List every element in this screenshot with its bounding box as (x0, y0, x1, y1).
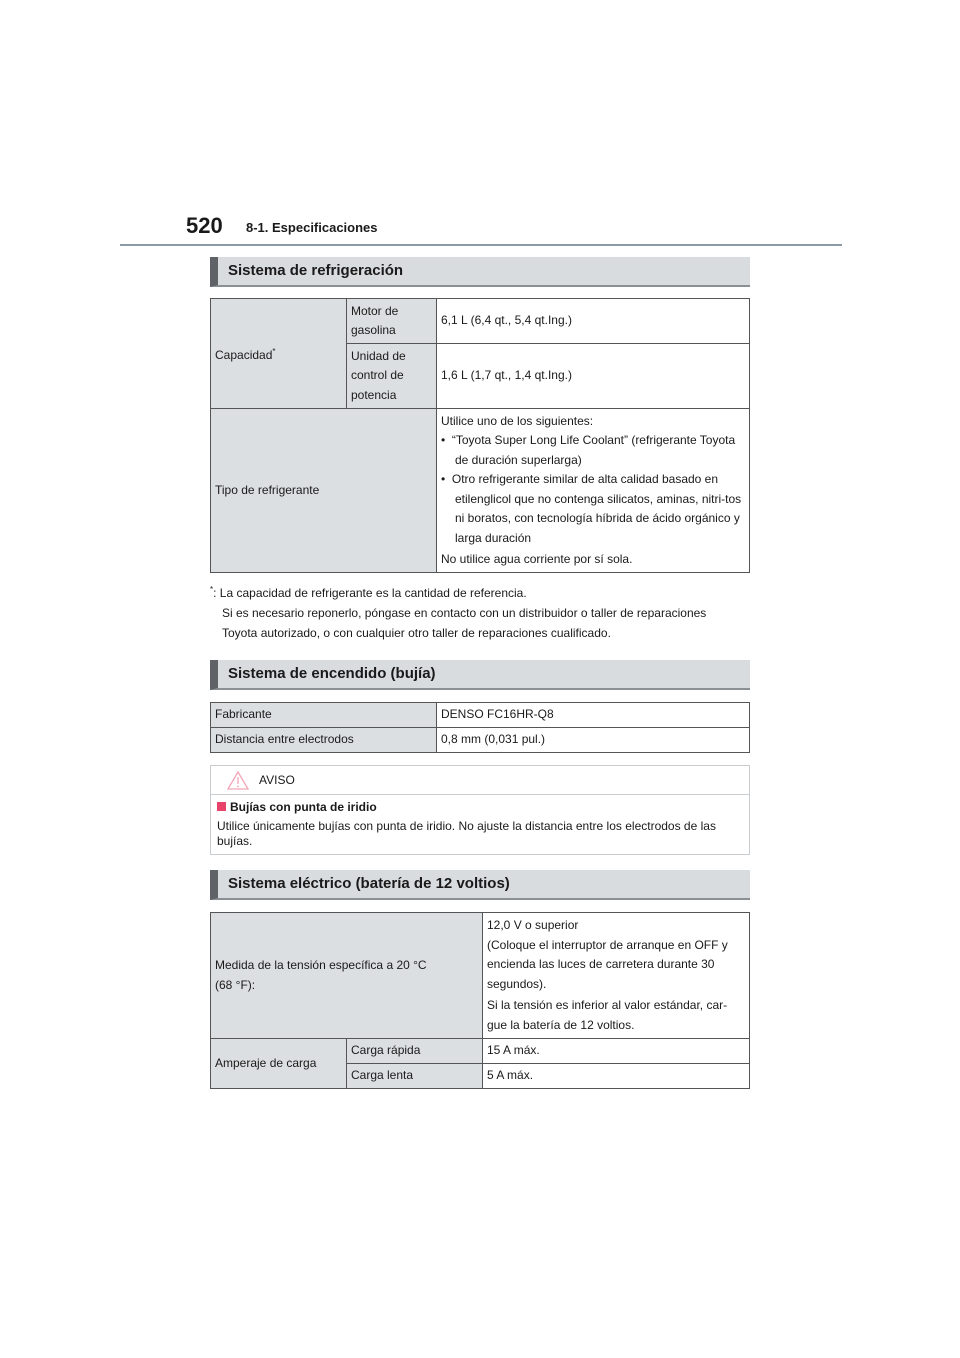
cooling-section-title: Sistema de refrigeración (228, 262, 404, 279)
warning-triangle-icon (227, 771, 249, 790)
charging-amperage-label: Amperaje de carga (211, 1039, 347, 1089)
voltage-label-cell (211, 913, 483, 1039)
pcu-value: 1,6 L (1,7 qt., 1,4 qt.Ing.) (437, 344, 750, 409)
ignition-table (210, 702, 750, 753)
page-number: 520 (186, 213, 223, 238)
pcu-label-line1: Unidad de (351, 348, 406, 363)
gas-engine-label-line1: Motor de (351, 303, 399, 318)
coolant-outro: No utilice agua corriente por sí sola. (441, 552, 633, 566)
capacity-label-cell (211, 299, 347, 409)
capacity-label: Capacidad (215, 347, 273, 362)
voltage-value-line2: (Coloque el interruptor de arranque en OFF y encienda las luces de carretera durante 30 segundos). (487, 937, 728, 991)
cooling-section-title-bar (210, 257, 750, 287)
capacity-footnote (210, 580, 755, 643)
manufacturer-value: DENSO FC16HR-Q8 (437, 703, 750, 728)
voltage-label-line1: Medida de la tensión específica a 20 °C (215, 958, 427, 972)
pcu-label-line2: control de (351, 368, 404, 383)
footnote-line2: Si es necesario reponerlo, póngase en contacto con un distribuidor o taller de reparaciones (222, 606, 707, 620)
notice-text: Utilice únicamente bujías con punta de iridio. No ajuste la distancia entre los electrodos de las bujías. (217, 819, 716, 848)
coolant-bullet-1-text: “Toyota Super Long Life Coolant” (refrigerante Toyota de duración superlarga) (451, 433, 736, 467)
section-heading: 8-1. Especificaciones (246, 220, 378, 235)
electrical-section-title-bar (210, 870, 750, 900)
coolant-bullet-2: • Otro refrigerante similar de alta calidad basado en etilenglicol que no contenga silicatos, aminas, nitri-tos ni boratos, con tecnología híbrida de ácido orgánico y larga duración (441, 472, 742, 545)
voltage-label-line2: (68 °F): (215, 977, 256, 992)
gas-engine-value: 6,1 L (6,4 qt., 5,4 qt.Ing.) (437, 299, 750, 344)
coolant-type-label: Tipo de refrigerante (211, 409, 437, 573)
footnote-line3: Toyota autorizado, o con cualquier otro taller de reparaciones cualificado. (222, 626, 611, 640)
electrode-gap-label: Distancia entre electrodos (211, 728, 437, 753)
fast-charge-value: 15 A máx. (483, 1039, 750, 1064)
electrical-section-title: Sistema eléctrico (batería de 12 voltios) (228, 875, 510, 892)
pcu-label-cell (347, 344, 437, 409)
voltage-value-line3: Si la tensión es inferior al valor estándar, car-gue la batería de 12 voltios. (487, 998, 728, 1032)
cooling-table (210, 298, 750, 573)
coolant-intro: Utilice uno de los siguientes: (441, 413, 594, 428)
voltage-value-line1: 12,0 V o superior (487, 918, 579, 932)
gas-engine-label-line2: gasolina (351, 323, 396, 337)
manufacturer-label: Fabricante (211, 703, 437, 728)
slow-charge-label: Carga lenta (347, 1064, 483, 1089)
capacity-footnote-mark: * (272, 346, 276, 356)
coolant-bullet-1: • “Toyota Super Long Life Coolant” (refrigerante Toyota de duración superlarga) (441, 433, 736, 467)
coolant-bullet-2-text: Otro refrigerante similar de alta calidad basado en etilenglicol que no contenga silicatos, aminas, nitri-tos ni boratos, con tecnología híbrida de ácido orgánico y larga duración (451, 472, 742, 545)
notice-subtitle-row (217, 800, 377, 814)
notice-header (211, 766, 749, 795)
footnote-mark: * (210, 585, 214, 594)
electrode-gap-value: 0,8 mm (0,031 pul.) (437, 728, 750, 753)
ignition-section-title: Sistema de encendido (bujía) (228, 665, 436, 682)
fast-charge-label: Carga rápida (347, 1039, 483, 1064)
footnote-line1: : La capacidad de refrigerante es la cantidad de referencia. (213, 586, 527, 600)
notice-box (210, 765, 750, 855)
electrical-table (210, 912, 750, 1089)
gas-engine-label-cell (347, 299, 437, 344)
ignition-section-title-bar (210, 660, 750, 690)
slow-charge-value: 5 A máx. (483, 1064, 750, 1089)
notice-title: AVISO (259, 773, 295, 787)
header-rule (120, 244, 842, 246)
pcu-label-line3: potencia (351, 387, 397, 402)
square-bullet-icon (217, 802, 226, 811)
coolant-type-value (437, 409, 750, 573)
notice-subtitle: Bujías con punta de iridio (230, 800, 377, 814)
voltage-value-cell (483, 913, 750, 1039)
